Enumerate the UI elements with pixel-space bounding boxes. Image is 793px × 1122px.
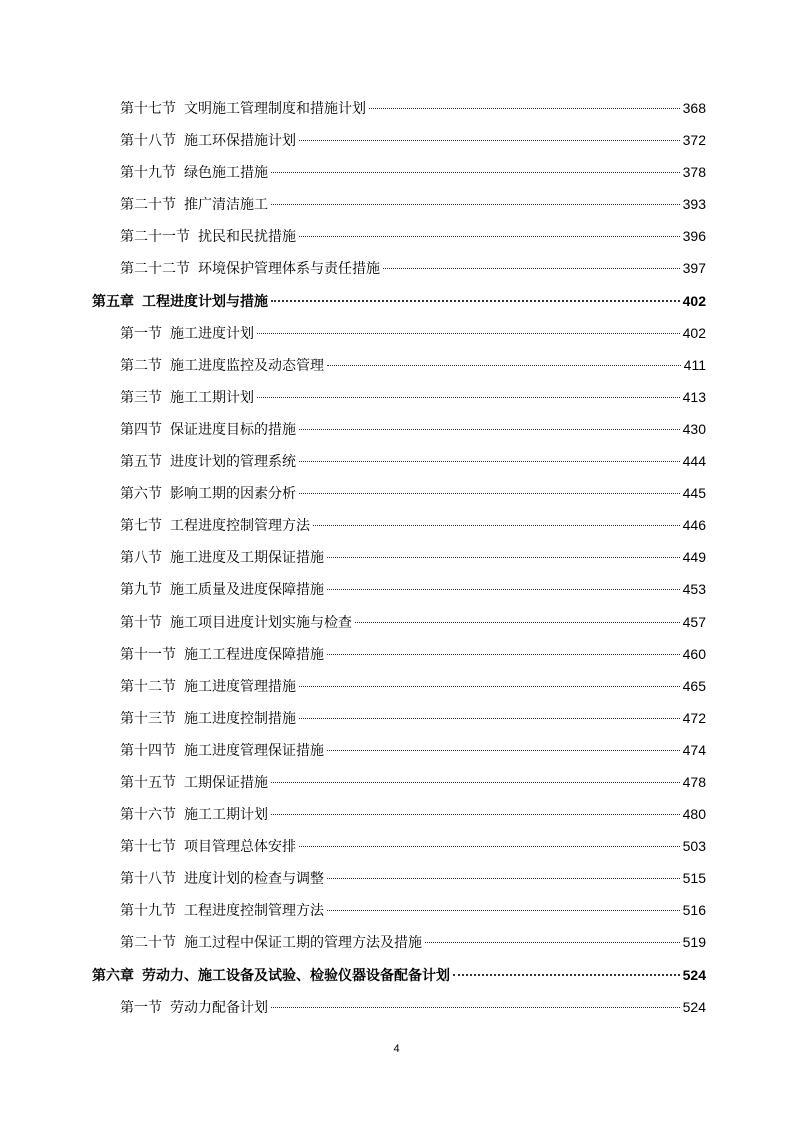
toc-entry-number: 第二十二节: [120, 261, 190, 278]
toc-entry-title: 扰民和民扰措施: [198, 229, 296, 246]
toc-section-entry[interactable]: [92, 156, 706, 188]
toc-entry-label: [120, 767, 268, 799]
toc-entry-title: 施工进度监控及动态管理: [170, 357, 324, 374]
toc-dot-leader: [271, 172, 680, 173]
toc-entry-title: 施工进度管理措施: [184, 678, 296, 695]
toc-entry-title: 推广清洁施工: [184, 197, 268, 214]
toc-entry-title: 施工项目进度计划实施与检查: [170, 614, 352, 631]
toc-entry-page: 372: [682, 132, 706, 149]
toc-entry-number: 第十九节: [120, 903, 176, 920]
toc-entry-label: [120, 414, 296, 446]
toc-section-entry[interactable]: [92, 188, 706, 220]
toc-entry-number: 第十八节: [120, 133, 176, 150]
toc-dot-leader: [425, 942, 680, 943]
toc-entry-number: 第一节: [120, 325, 162, 342]
toc-entry-title: 绿色施工措施: [184, 165, 268, 182]
toc-entry-label: [120, 574, 324, 606]
toc-entry-number: 第二十节: [120, 197, 176, 214]
page-number: 4: [393, 1043, 400, 1055]
toc-entry-label: [120, 895, 324, 927]
toc-entry-number: 第六章: [92, 967, 134, 984]
toc-entry-number: 第十一节: [120, 646, 176, 663]
toc-chapter-entry[interactable]: [92, 285, 706, 317]
toc-entry-label: [120, 189, 268, 221]
toc-entry-page: 449: [682, 549, 706, 566]
toc-entry-page: 396: [682, 228, 706, 245]
toc-entry-number: 第十七节: [120, 839, 176, 856]
toc-dot-leader: [271, 300, 680, 302]
toc-entry-title: 施工过程中保证工期的管理方法及措施: [184, 935, 422, 952]
toc-entry-page: 397: [682, 260, 706, 277]
toc-entry-title: 工程进度计划与措施: [142, 293, 268, 310]
toc-entry-title: 施工工期计划: [170, 389, 254, 406]
toc-entry-page: 519: [682, 934, 706, 951]
toc-entry-label: [120, 93, 366, 125]
toc-dot-leader: [271, 814, 680, 815]
toc-entry-title: 施工质量及进度保障措施: [170, 582, 324, 599]
toc-entry-page: 524: [682, 966, 706, 983]
toc-entry-label: [120, 863, 324, 895]
toc-entry-page: 478: [682, 773, 706, 790]
toc-entry-page: 474: [682, 741, 706, 758]
toc-dot-leader: [299, 140, 680, 141]
toc-entry-title: 施工进度及工期保证措施: [170, 550, 324, 567]
toc-entry-title: 工程进度控制管理方法: [170, 518, 310, 535]
toc-entry-number: 第十四节: [120, 742, 176, 759]
toc-entry-title: 劳动力配备计划: [170, 999, 268, 1016]
toc-entry-title: 施工工程进度保障措施: [184, 646, 324, 663]
toc-section-entry[interactable]: [92, 991, 706, 1023]
toc-entry-page: 453: [682, 581, 706, 598]
toc-entry-title: 施工进度控制措施: [184, 710, 296, 727]
toc-dot-leader: [299, 686, 680, 687]
toc-entry-number: 第十五节: [120, 774, 176, 791]
toc-entry-label: [92, 960, 450, 992]
toc-entry-label: [120, 607, 352, 639]
toc-section-entry[interactable]: [92, 381, 706, 413]
toc-dot-leader: [299, 461, 680, 462]
toc-dot-leader: [271, 1007, 680, 1008]
toc-entry-page: 393: [682, 196, 706, 213]
toc-dot-leader: [313, 525, 680, 526]
toc-entry-title: 施工环保措施计划: [184, 133, 296, 150]
toc-entry-number: 第二节: [120, 357, 162, 374]
toc-entry-number: 第二十节: [120, 935, 176, 952]
toc-section-entry[interactable]: [92, 670, 706, 702]
toc-entry-page: 430: [682, 420, 706, 437]
toc-dot-leader: [299, 718, 680, 719]
toc-entry-page: 516: [682, 902, 706, 919]
toc-section-entry[interactable]: [92, 477, 706, 509]
toc-section-entry[interactable]: [92, 124, 706, 156]
toc-entry-number: 第九节: [120, 582, 162, 599]
toc-entry-label: [120, 446, 296, 478]
toc-section-entry[interactable]: [92, 702, 706, 734]
toc-entry-page: 446: [682, 517, 706, 534]
toc-entry-title: 项目管理总体安排: [184, 839, 296, 856]
toc-section-entry[interactable]: [92, 252, 706, 284]
toc-section-entry[interactable]: [92, 573, 706, 605]
toc-dot-leader: [327, 557, 680, 558]
toc-entry-title: 工期保证措施: [184, 774, 268, 791]
toc-entry-number: 第六节: [120, 486, 162, 503]
toc-dot-leader: [327, 365, 681, 366]
toc-entry-number: 第七节: [120, 518, 162, 535]
toc-section-entry[interactable]: [92, 830, 706, 862]
toc-dot-leader: [327, 878, 680, 879]
toc-section-entry[interactable]: [92, 445, 706, 477]
toc-section-entry[interactable]: [92, 638, 706, 670]
toc-entry-label: [120, 927, 422, 959]
toc-entry-page: 480: [682, 806, 706, 823]
toc-entry-page: 524: [682, 998, 706, 1015]
toc-chapter-entry[interactable]: [92, 959, 706, 991]
toc-entry-label: [120, 735, 324, 767]
table-of-contents: [92, 92, 706, 1023]
toc-entry-title: 进度计划的检查与调整: [184, 871, 324, 888]
toc-dot-leader: [257, 333, 680, 334]
toc-entry-number: 第十六节: [120, 807, 176, 824]
toc-dot-leader: [355, 622, 680, 623]
toc-entry-number: 第十八节: [120, 871, 176, 888]
toc-dot-leader: [299, 429, 680, 430]
toc-section-entry[interactable]: [92, 926, 706, 958]
toc-dot-leader: [257, 397, 680, 398]
toc-section-entry[interactable]: [92, 317, 706, 349]
toc-entry-title: 工程进度控制管理方法: [184, 903, 324, 920]
toc-section-entry[interactable]: [92, 349, 706, 381]
toc-entry-title: 进度计划的管理系统: [170, 454, 296, 471]
toc-entry-number: 第十七节: [120, 101, 176, 117]
toc-entry-title: 劳动力、施工设备及试验、检验仪器设备配备计划: [142, 967, 450, 984]
toc-dot-leader: [327, 910, 680, 911]
toc-entry-title: 影响工期的因素分析: [170, 486, 296, 503]
toc-dot-leader: [299, 846, 680, 847]
toc-entry-title: 保证进度目标的措施: [170, 421, 296, 438]
toc-section-entry[interactable]: [92, 413, 706, 445]
toc-section-entry[interactable]: [92, 220, 706, 252]
toc-entry-label: [120, 478, 296, 510]
toc-entry-number: 第三节: [120, 389, 162, 406]
toc-entry-page: 411: [683, 356, 706, 373]
toc-section-entry[interactable]: [92, 894, 706, 926]
toc-entry-number: 第五章: [92, 293, 134, 310]
toc-section-entry[interactable]: [92, 92, 706, 124]
toc-entry-label: [120, 671, 296, 703]
toc-entry-page: 465: [682, 677, 706, 694]
toc-entry-label: [120, 157, 268, 189]
toc-entry-page: 472: [682, 709, 706, 726]
toc-dot-leader: [271, 204, 680, 205]
toc-entry-page: 402: [682, 292, 706, 309]
toc-entry-label: [120, 639, 324, 671]
toc-entry-title: 环境保护管理体系与责任措施: [198, 261, 380, 278]
toc-entry-page: 445: [682, 485, 706, 502]
toc-entry-label: [120, 510, 310, 542]
toc-entry-page: 378: [682, 164, 706, 181]
toc-entry-label: [120, 125, 296, 157]
toc-section-entry[interactable]: [92, 862, 706, 894]
toc-dot-leader: [383, 268, 680, 269]
toc-entry-label: [120, 382, 254, 414]
toc-entry-number: 第五节: [120, 454, 162, 471]
toc-dot-leader: [299, 493, 680, 494]
toc-entry-label: [120, 350, 324, 382]
toc-entry-title: 施工进度计划: [170, 325, 254, 342]
toc-dot-leader: [299, 236, 680, 237]
toc-entry-number: 第十九节: [120, 165, 176, 182]
toc-entry-title: 文明施工管理制度和措施计划: [184, 101, 366, 117]
toc-entry-number: 第一节: [120, 999, 162, 1016]
toc-entry-page: 503: [682, 838, 706, 855]
toc-dot-leader: [271, 782, 680, 783]
toc-entry-page: 457: [682, 613, 706, 630]
toc-entry-label: [120, 253, 380, 285]
toc-entry-number: 第八节: [120, 550, 162, 567]
toc-dot-leader: [453, 974, 680, 976]
toc-entry-label: [120, 703, 296, 735]
toc-section-entry[interactable]: [92, 734, 706, 766]
toc-section-entry[interactable]: [92, 509, 706, 541]
toc-dot-leader: [369, 108, 680, 109]
toc-entry-label: [120, 831, 296, 863]
toc-entry-page: 444: [682, 453, 706, 470]
toc-entry-page: 515: [682, 870, 706, 887]
toc-entry-page: 402: [682, 324, 706, 341]
toc-section-entry[interactable]: [92, 606, 706, 638]
toc-entry-page: 413: [682, 388, 706, 405]
toc-dot-leader: [327, 654, 680, 655]
toc-entry-label: [120, 992, 268, 1024]
toc-entry-number: 第四节: [120, 421, 162, 438]
toc-entry-page: 460: [682, 645, 706, 662]
toc-entry-label: [120, 221, 296, 253]
toc-entry-label: [120, 542, 324, 574]
toc-entry-title: 施工工期计划: [184, 807, 268, 824]
toc-entry-label: [120, 318, 254, 350]
toc-dot-leader: [327, 589, 680, 590]
toc-section-entry[interactable]: [92, 798, 706, 830]
toc-section-entry[interactable]: [92, 541, 706, 573]
toc-entry-number: 第十二节: [120, 678, 176, 695]
toc-dot-leader: [327, 750, 680, 751]
toc-entry-label: [92, 286, 268, 318]
toc-entry-number: 第十节: [120, 614, 162, 631]
toc-entry-number: 第十三节: [120, 710, 176, 727]
toc-entry-number: 第二十一节: [120, 229, 190, 246]
toc-section-entry[interactable]: [92, 766, 706, 798]
toc-entry-label: [120, 799, 268, 831]
toc-entry-title: 施工进度管理保证措施: [184, 742, 324, 759]
toc-entry-page: 368: [682, 100, 706, 116]
